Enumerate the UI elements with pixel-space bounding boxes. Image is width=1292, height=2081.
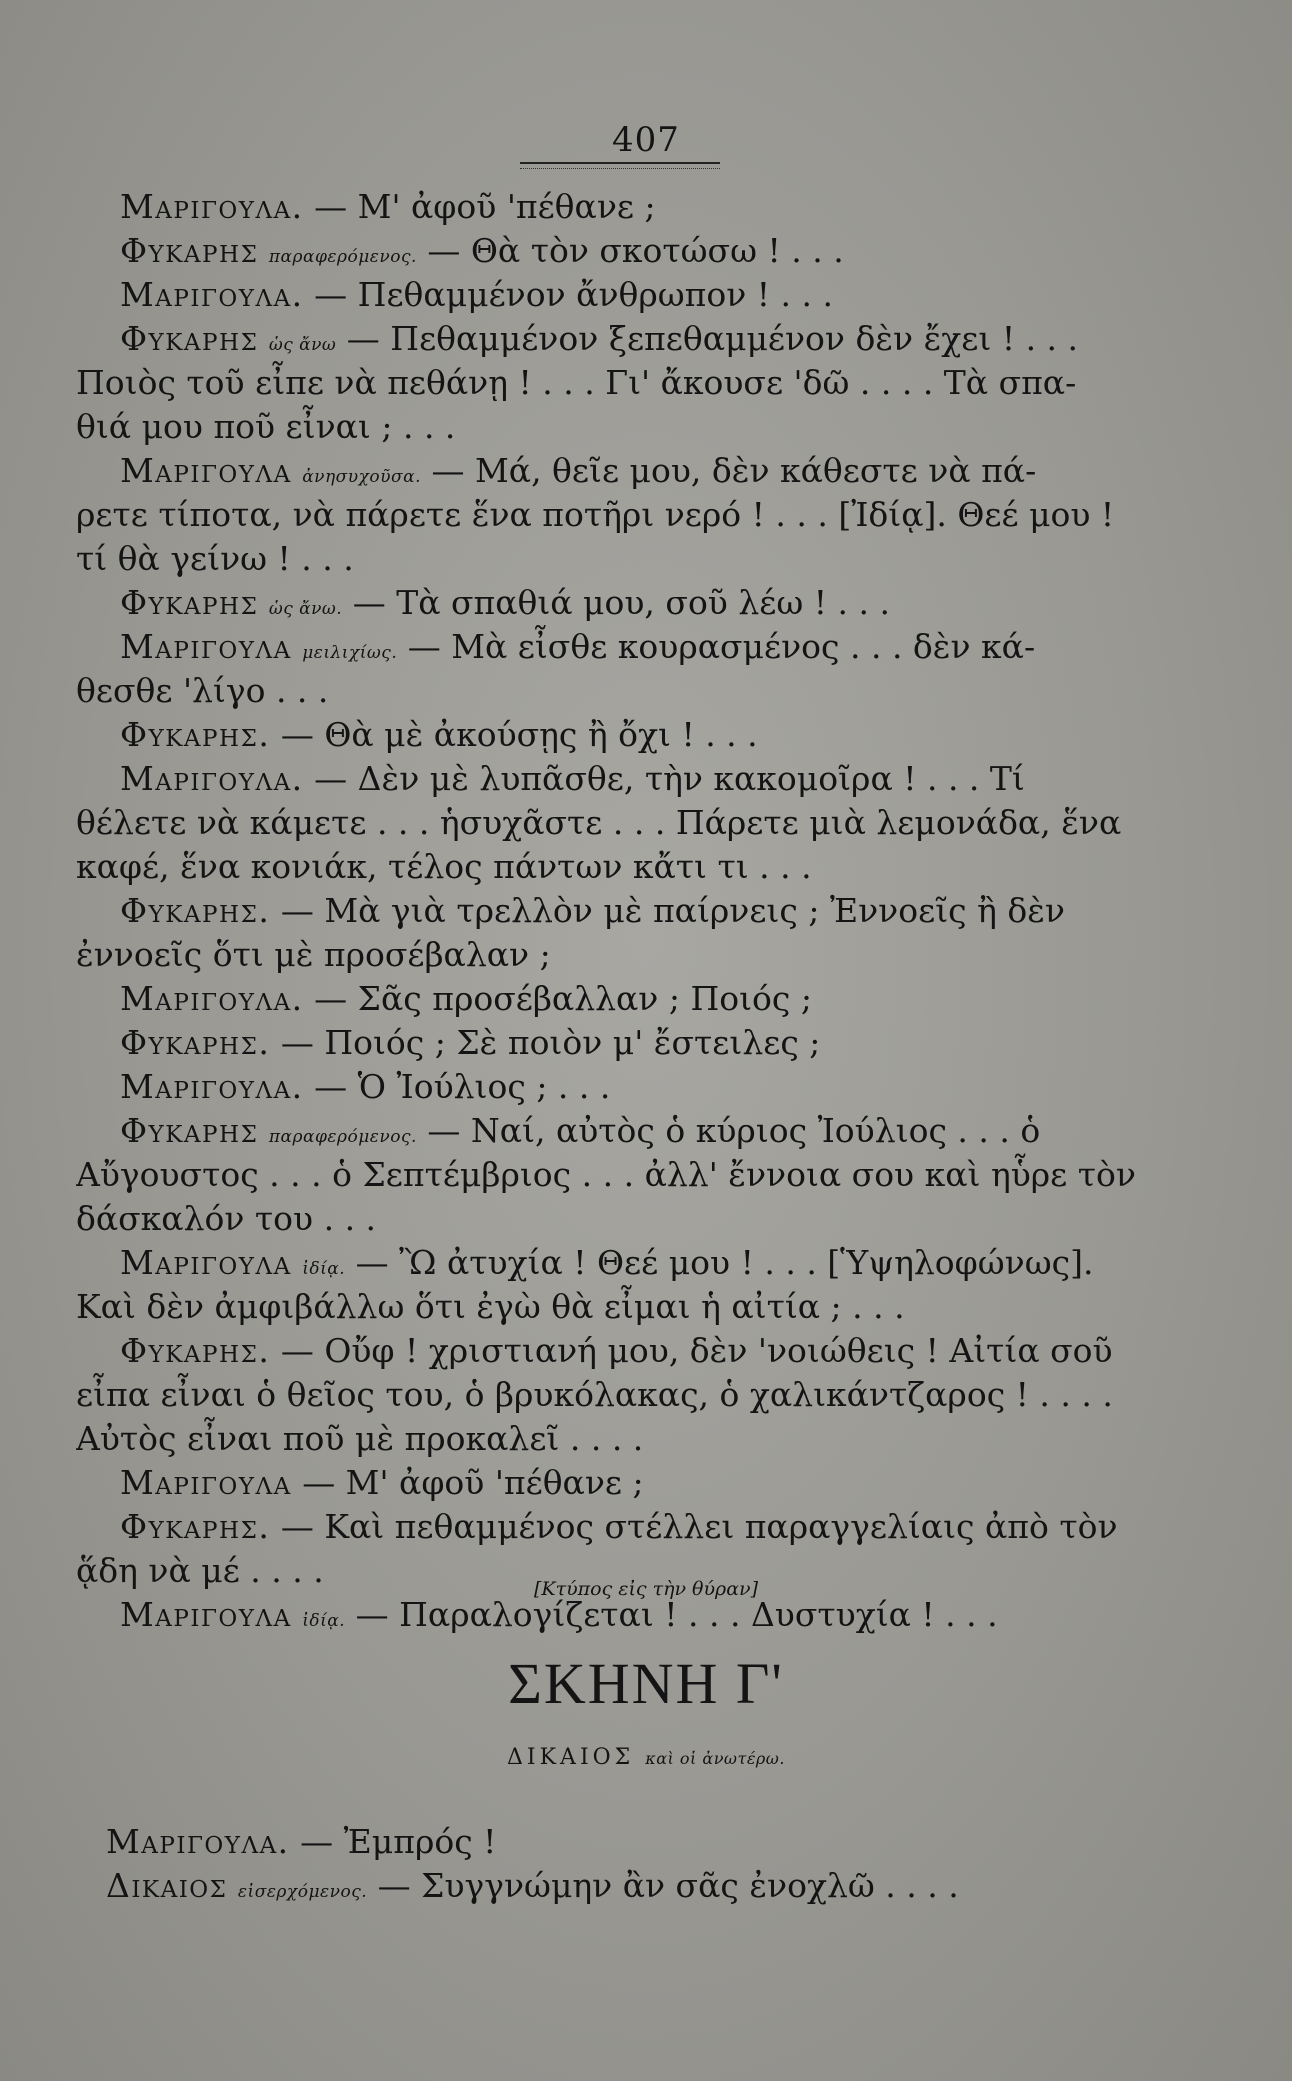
line-text: — Πεθαμμένον ἄνθρωπον ! . . . — [314, 275, 833, 314]
line-text: καφέ, ἕνα κονιάκ, τέλος πάντων κἄτι τι . . . — [76, 847, 812, 886]
speaker-name: Μαριγουλα. — [120, 275, 304, 314]
line-text: — Μὰ γιὰ τρελλὸν μὲ παίρνεις ; Ἐννοεῖς ἢ δὲν — [280, 891, 1065, 930]
text-line — [76, 845, 1146, 889]
line-text: εἶπα εἶναι ὁ θεῖος του, ὁ βρυκόλακας, ὁ χαλικάντζαρος ! . . . . — [76, 1375, 1113, 1414]
line-text: — Θὰ τὸν σκοτώσω ! . . . — [427, 231, 844, 270]
text-line — [76, 801, 1146, 845]
line-text: Αὔγουστος . . . ὁ Σεπτέμβριος . . . ἀλλ' ἔννοια σου καὶ ηὗρε τὸν — [76, 1155, 1136, 1194]
text-line — [76, 317, 1146, 361]
line-text: — Μὰ εἶσθε κουρασμένος . . . δὲν κά- — [407, 627, 1036, 666]
line-text: Ποιὸς τοῦ εἶπε νὰ πεθάνῃ ! . . . Γι' ἄκουσε 'δῶ . . . . Τὰ σπα- — [76, 363, 1077, 402]
speaker-name: Μαριγουλα. — [120, 759, 304, 798]
speaker-name: Μαριγουλα — [120, 451, 292, 490]
line-text: — Παραλογίζεται ! . . . Δυστυχία ! . . . — [355, 1595, 998, 1634]
line-text: — Δὲν μὲ λυπᾶσθε, τὴν κακομοῖρα ! . . . Τί — [314, 759, 1025, 798]
text-line — [76, 1505, 1146, 1549]
line-text: — Τὰ σπαθιά μου, σοῦ λέω ! . . . — [352, 583, 890, 622]
speaker-name: Μαριγουλα — [120, 627, 292, 666]
line-text: — Ναί, αὐτὸς ὁ κύριος Ἰούλιος . . . ὁ — [427, 1111, 1041, 1150]
line-text: — Μά, θεῖε μου, δὲν κάθεστε νὰ πά- — [431, 451, 1037, 490]
speaker-name: Μαριγουλα. — [120, 187, 304, 226]
speaker-name: Μαριγουλα. — [120, 979, 304, 1018]
text-line — [76, 977, 1146, 1021]
text-line — [76, 1197, 1146, 1241]
text-line — [76, 449, 1146, 493]
line-text: — Μ' ἀφοῦ 'πέθανε ; — [314, 187, 656, 226]
line-text: — Συγγνώμην ἂν σᾶς ἐνοχλῶ . . . . — [377, 1866, 959, 1905]
text-line — [76, 669, 1146, 713]
speaker-name: Φυκαρης — [120, 1111, 259, 1150]
text-line — [76, 757, 1146, 801]
line-text: — Ἐμπρός ! — [300, 1822, 497, 1861]
line-text: ἐννοεῖς ὅτι μὲ προσέβαλαν ; — [76, 935, 551, 974]
speaker-name: Μαριγουλα — [120, 1243, 292, 1282]
speaker-name: Φυκαρης. — [120, 1023, 271, 1062]
text-line — [76, 933, 1146, 977]
text-line — [76, 229, 1146, 273]
page-number: 407 — [612, 120, 680, 160]
text-line — [76, 625, 1146, 669]
line-text: δάσκαλόν του . . . — [76, 1199, 377, 1238]
scene-cast-name: ΔΙΚΑΙΟΣ — [507, 1745, 635, 1770]
text-line — [76, 405, 1146, 449]
text-line — [76, 1373, 1146, 1417]
stage-direction: εἰσερχόμενος. — [237, 1882, 368, 1902]
line-text: τί θὰ γείνω ! . . . — [76, 539, 354, 578]
speaker-name: Φυκαρης. — [120, 891, 271, 930]
line-text: Καὶ δὲν ἀμφιβάλλω ὅτι ἐγὼ θὰ εἶμαι ἡ αἰτία ; . . . — [76, 1287, 905, 1326]
line-text: — Οὔφ ! χριστιανή μου, δὲν 'νοιώθεις ! Αἰτία σοῦ — [280, 1331, 1113, 1370]
text-line — [76, 1417, 1146, 1461]
text-line — [76, 1153, 1146, 1197]
speaker-name: Φυκαρης — [120, 583, 259, 622]
page-number-rule — [520, 162, 720, 169]
line-text: — Ὢ ἀτυχία ! Θεέ μου ! . . . [Ὑψηλοφώνως]. — [355, 1243, 1094, 1282]
line-text: ᾅδη νὰ μέ . . . . — [76, 1551, 324, 1590]
scene-dialogue-text — [106, 1820, 1176, 1908]
stage-direction: ὡς ἄνω. — [268, 599, 343, 619]
line-text: — Ὁ Ἰούλιος ; . . . — [314, 1067, 611, 1106]
line-text: Αὐτὸς εἶναι ποῦ μὲ προκαλεῖ . . . . — [76, 1419, 644, 1458]
text-line — [76, 1329, 1146, 1373]
text-line — [76, 713, 1146, 757]
dialogue-text — [76, 185, 1146, 1637]
stage-direction: ἀνησυχοῦσα. — [302, 467, 421, 487]
speaker-name: Μαριγουλα. — [120, 1067, 304, 1106]
line-text: — Καὶ πεθαμμένος στέλλει παραγγελίαις ἀπὸ τὸν — [280, 1507, 1118, 1546]
text-line — [76, 1241, 1146, 1285]
text-line — [76, 493, 1146, 537]
speaker-name: Μαριγουλα. — [106, 1822, 290, 1861]
scene-cast — [0, 1745, 1292, 1770]
stage-direction: παραφερόμενος. — [268, 1127, 417, 1147]
text-line — [76, 537, 1146, 581]
speaker-name: Φυκαρης. — [120, 715, 271, 754]
scene-title: ΣΚΗΝΗ Γ' — [508, 1651, 784, 1716]
text-line — [76, 1109, 1146, 1153]
line-text: — Θὰ μὲ ἀκούσῃς ἢ ὄχι ! . . . — [280, 715, 758, 754]
stage-direction: παραφερόμενος. — [268, 247, 417, 267]
line-text: θεσθε 'λίγο . . . — [76, 671, 329, 710]
stage-direction: ἰδίᾳ. — [302, 1611, 346, 1631]
text-line — [106, 1820, 1176, 1864]
text-line — [106, 1864, 1176, 1908]
scene-cast-direction: καὶ οἱ ἀνωτέρω. — [645, 1749, 785, 1768]
text-line — [76, 1065, 1146, 1109]
speaker-name: Φυκαρης. — [120, 1507, 271, 1546]
line-text: — Μ' ἀφοῦ 'πέθανε ; — [302, 1463, 644, 1502]
text-line — [76, 1021, 1146, 1065]
line-text: θιά μου ποῦ εἶναι ; . . . — [76, 407, 456, 446]
line-text: — Πεθαμμένον ξεπεθαμμένον δὲν ἔχει ! . . . — [346, 319, 1079, 358]
stage-direction: ἰδίᾳ. — [302, 1259, 346, 1279]
line-text: — Σᾶς προσέβαλλαν ; Ποιός ; — [314, 979, 813, 1018]
line-text: — Ποιός ; Σὲ ποιὸν μ' ἔστειλες ; — [280, 1023, 821, 1062]
line-text: θέλετε νὰ κάμετε . . . ἡσυχᾶστε . . . Πάρετε μιὰ λεμονάδα, ἕνα — [76, 803, 1122, 842]
speaker-name: Δικαιος — [106, 1866, 228, 1905]
speaker-name: Φυκαρης. — [120, 1331, 271, 1370]
text-line — [76, 361, 1146, 405]
text-line — [76, 1285, 1146, 1329]
stage-direction: μειλιχίως. — [302, 643, 398, 663]
text-line — [76, 185, 1146, 229]
speaker-name: Μαριγουλα — [120, 1595, 292, 1634]
stage-direction: [Κτύπος εἰς τὴν θύραν] — [533, 1578, 759, 1600]
line-text: ρετε τίποτα, νὰ πάρετε ἕνα ποτῆρι νερό ! . . . [Ἰδίᾳ]. Θεέ μου ! — [76, 495, 1115, 534]
text-line — [76, 273, 1146, 317]
speaker-name: Φυκαρης — [120, 231, 259, 270]
text-line — [76, 1461, 1146, 1505]
stage-direction: ὡς ἄνω — [268, 335, 337, 355]
text-line — [76, 581, 1146, 625]
speaker-name: Φυκαρης — [120, 319, 259, 358]
text-line — [76, 889, 1146, 933]
speaker-name: Μαριγουλα — [120, 1463, 292, 1502]
